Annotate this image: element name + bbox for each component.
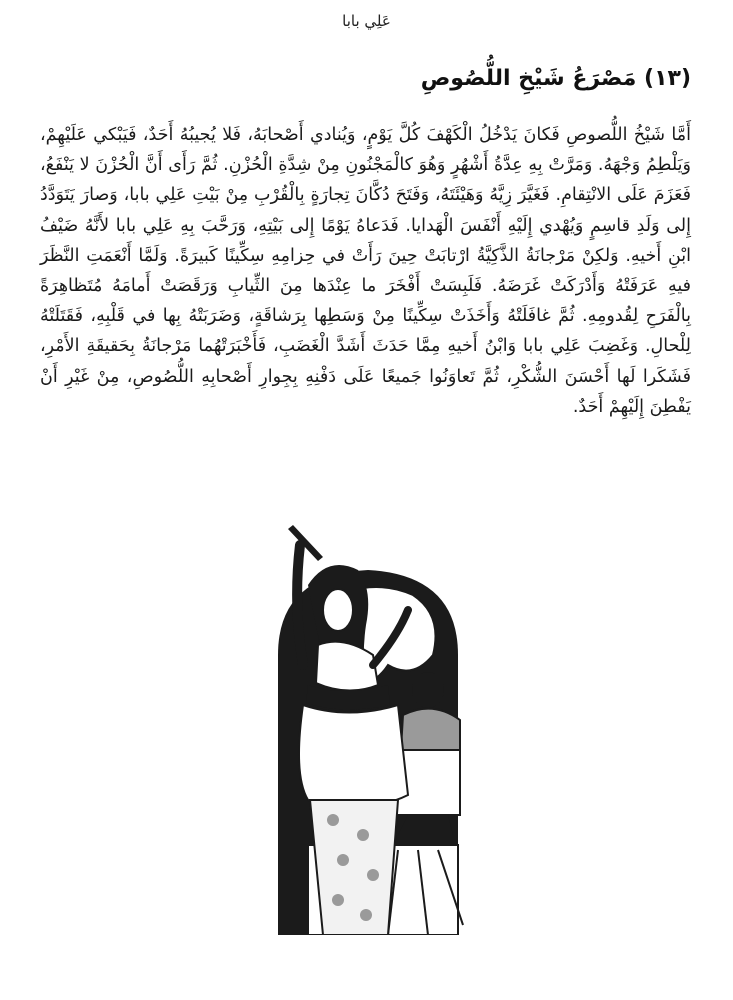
dagger	[288, 525, 323, 561]
body-paragraph: أَمَّا شَيْخُ اللُّصوصِ فَكانَ يَدْخُلُ الْكَهْفَ كُلَّ يَوْمٍ، وَيُنادي أَصْحابَهُ، فَلا يُجيبُهُ أَحَدٌ، فَيَبْكي عَلَيْهِمْ، وَيَلْطِمُ وَجْهَهُ. وَمَرَّتْ بِهِ عِدَّةُ أَشْهُرٍ وَهُوَ كالْمَجْنُونِ مِنْ شِدَّةِ الْحُزْنِ. ثُمَّ رَأَى أَنَّ الْحُزْنَ لا يَنْفَعُ، فَعَزَمَ عَلَى الانْتِقامِ. فَغَيَّرَ زِيَّهُ وَهَيْئَتَهُ، وَفَتَحَ دُكَّانَ تِجارَةٍ بِالْقُرْبِ مِنْ بَيْتِ عَلِي بابا، وَصارَ يَتَوَدَّدُ إِلى وَلَدِ قاسِمٍ وَيُهْدي إِلَيْهِ أَنْفَسَ الْهَدايا. فَدَعاهُ يَوْمًا إِلى بَيْتِهِ، وَرَحَّبَ بِهِ عَلِي بابا لأَنَّهُ ضَيْفُ ابْنِ أَخيهِ. وَلكِنْ مَرْجانَةُ الذَّكِيَّةُ ارْتابَتْ حِينَ رَأَتْ في حِزامِهِ سِكِّينًا كَبيرَةً. وَلَمَّا أَنْعَمَتِ النَّظَرَ فيهِ عَرَفَتْهُ وَأَدْرَكَتْ غَرَضَهُ. فَلَبِسَتْ أَفْخَرَ ما عِنْدَها مِنَ الثِّيابِ وَرَقَصَتْ أَمامَهُ مُتَظاهِرَةً بِالْفَرَحِ لِقُدومِهِ. ثُمَّ غافَلَتْهُ وَأَخَذَتْ سِكِّينًا مِنْ وَسَطِها بِرَشاقَةٍ، وَضَرَبَتْهُ بِها في قَلْبِهِ، فَقَتَلَتْهُ لِلْحالِ. وَغَضِبَ عَلِي بابا وَابْنُ أَخيهِ مِمَّا حَدَثَ أَشَدَّ الْغَضَبِ، فَأَخْبَرَتْهُما مَرْجانَةُ بِحَقيقَةِ الأَمْرِ، فَشَكَرا لَها أَحْسَنَ الشُّكْرِ، ثُمَّ تَعاوَنُوا جَميعًا عَلَى دَفْنِهِ بِجِوارِ أَصْحابِهِ اللُّصُوصِ، مِنْ غَيْرِ أَنْ يَفْطِنَ إِلَيْهِمْ أَحَدٌ.	[40, 125, 691, 417]
running-head: عَلِي بابا	[342, 12, 391, 30]
dancer-with-dagger-illustration	[248, 515, 488, 935]
chapter-title: (١٣) مَصْرَعُ شَيْخِ اللُّصُوصِ	[420, 66, 691, 91]
